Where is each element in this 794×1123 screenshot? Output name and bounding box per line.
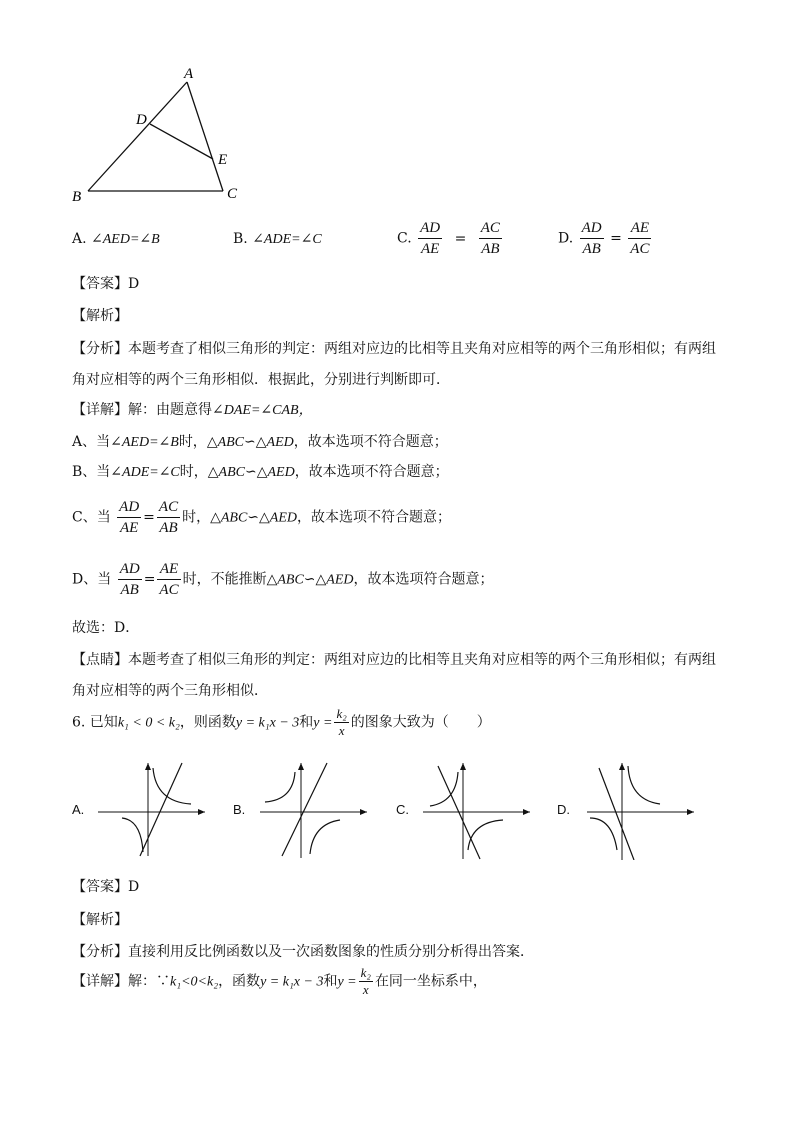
option-c-frac2: $\frac{AC}{AB}$: [480, 220, 500, 257]
vertex-b-label: B: [72, 189, 82, 205]
option-d-frac1: $\frac{AD}{AB}$: [581, 220, 602, 257]
option-d-frac2: $\frac{AE}{AC}$: [630, 220, 650, 257]
graph-b-label: B.: [233, 802, 246, 817]
q6-jiexi: 【解析】: [72, 912, 128, 928]
q5-fenxi-1: 【分析】本题考查了相似三角形的判定：两组对应边的比相等且夹角对应相等的两个三角形相似；有两组: [72, 341, 716, 357]
q6-stem: 6. 已知k₁ < 0 < k₂，则函数y = k₁x − 3和y = $\frac{\text{k₂}}{x}$ 的图象大致为（ ）: [72, 706, 491, 738]
option-d-eq: =: [610, 230, 622, 247]
q5-line-d-frac2: $\frac{AE}{AC}$: [159, 561, 179, 598]
q5-fenxi-2: 角对应相等的两个三角形相似．根据此，分别进行判断即可．: [72, 372, 450, 388]
q6-fenxi: 【分析】直接利用反比例函数以及一次函数图象的性质分别分析得出答案．: [72, 944, 534, 960]
q5-dianjing-2: 角对应相等的两个三角形相似．: [72, 683, 268, 699]
option-a: [72, 229, 160, 250]
graph-d: [582, 760, 697, 860]
q6-answer: 【答案】D: [72, 879, 140, 895]
option-b: [233, 229, 322, 250]
q6-stem-frac: $\frac{\text{k₂}}{x}$: [336, 706, 347, 738]
q5-xiangjie: 【详解】解：由题意得∠DAE=∠CAB，: [72, 402, 313, 418]
q6-xiangjie: 【详解】解：∵k₁<0<k₂，函数y = k₁x − 3和y = $\frac{\text{k₂}}{x}$ 在同一坐标系中，: [72, 965, 487, 997]
q5-choose: 故选：D．: [72, 620, 140, 636]
q5-line-a: A、当∠AED=∠B时，△ABC∽△AED，故本选项不符合题意；: [72, 434, 448, 450]
vertex-c-label: C: [227, 186, 238, 202]
q5-line-d-frac1: $\frac{AD}{AB}$: [119, 561, 140, 598]
option-a-text: ∠AED=∠B: [91, 232, 160, 247]
q5-jiexi: 【解析】: [72, 308, 128, 324]
triangle-figure: [60, 60, 260, 210]
vertex-d-label: D: [136, 112, 147, 128]
vertex-a-label: A: [184, 66, 194, 82]
option-d: [558, 218, 653, 259]
q6-xiangjie-frac: $\frac{\text{k₂}}{x}$: [360, 965, 371, 997]
q5-line-d: D、当 $\frac{AD}{AB}$ = $\frac{AE}{AC}$ 时，不能推断△ABC∽△AED，故本选项符合题意；: [72, 561, 494, 598]
graph-b: [255, 760, 370, 860]
graph-d-label: D.: [557, 802, 570, 817]
option-c: [397, 218, 504, 259]
option-c-label: C.: [397, 230, 412, 247]
q5-line-b: B、当∠ADE=∠C时，△ABC∽△AED，故本选项不符合题意；: [72, 464, 449, 480]
graph-c-label: C.: [396, 802, 409, 817]
q5-dianjing-1: 【点睛】本题考查了相似三角形的判定：两组对应边的比相等且夹角对应相等的两个三角形相似；有两组: [72, 652, 716, 668]
graph-a-label: A.: [72, 802, 85, 817]
option-b-text: ∠ADE=∠C: [252, 232, 322, 247]
option-a-label: A.: [72, 231, 87, 247]
vertex-e-label: E: [218, 152, 228, 168]
option-d-label: D.: [558, 230, 574, 247]
graph-c: [418, 760, 533, 860]
q5-line-c-frac2: $\frac{AC}{AB}$: [158, 499, 179, 536]
option-c-frac1: $\frac{AD}{AE}$: [420, 220, 441, 257]
q5-line-c-frac1: $\frac{AD}{AE}$: [119, 499, 140, 536]
graph-a: [93, 760, 208, 860]
option-b-label: B.: [233, 231, 248, 247]
q5-answer: 【答案】D: [72, 276, 140, 292]
option-c-eq: =: [454, 230, 467, 247]
q5-line-c: C、当 $\frac{AD}{AE}$ = $\frac{AC}{AB}$ 时，△ABC∽△AED，故本选项不符合题意；: [72, 499, 451, 536]
